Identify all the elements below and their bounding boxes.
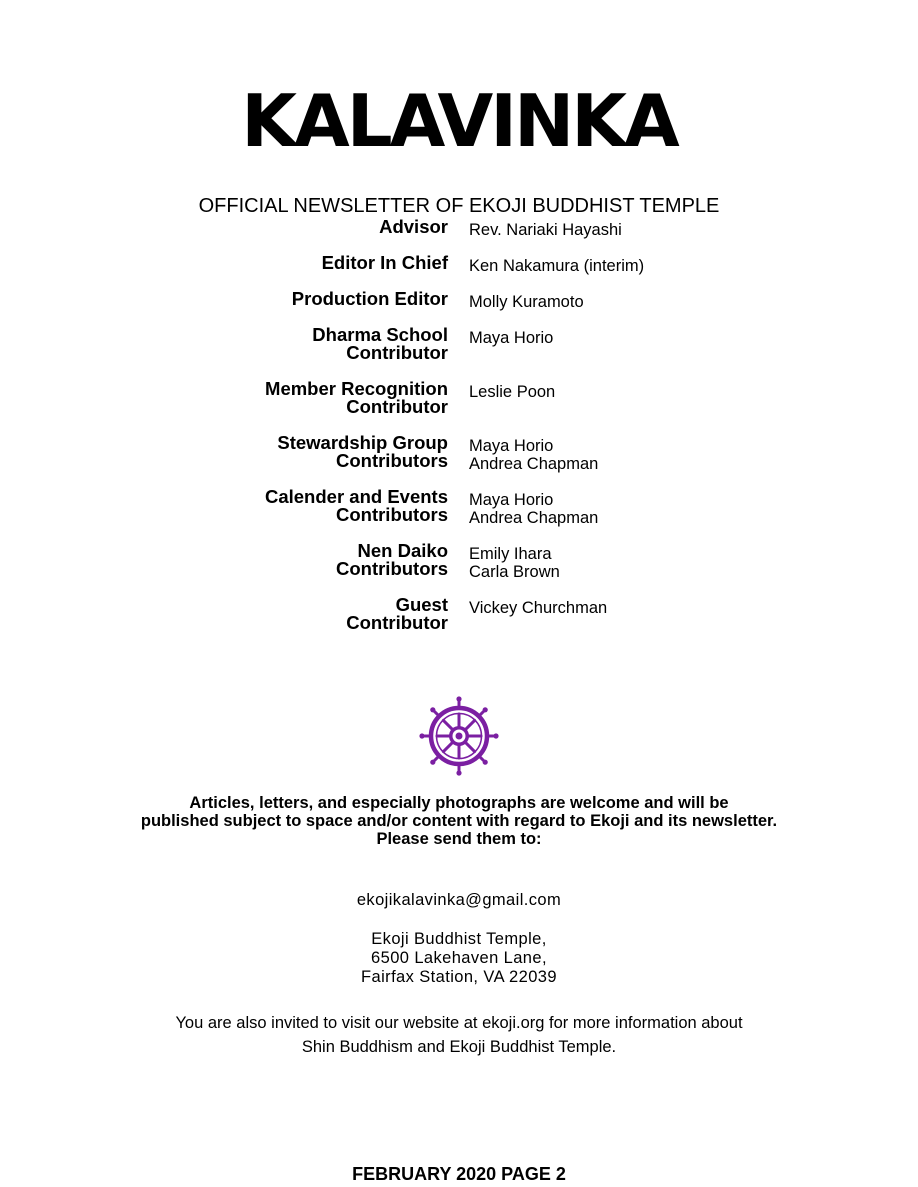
staff-role: Editor In Chief	[321, 252, 448, 273]
staff-row-calender-and-events	[0, 488, 918, 542]
staff-row-dharma-school	[0, 326, 918, 380]
staff-role: Dharma School Contributor	[312, 324, 448, 363]
dharma-wheel-icon	[419, 696, 499, 776]
website-note: You are also invited to visit our website at ekoji.org for more information about Shin Buddhism and Ekoji Buddhist Temple.	[175, 1014, 743, 1056]
staff-role: Calender and Events Contributors	[264, 486, 448, 525]
staff-names: Maya Horio Andrea Chapman	[469, 437, 599, 473]
staff-role: Stewardship Group Contributors	[277, 432, 448, 471]
staff-names: Vickey Churchman	[469, 599, 608, 617]
newsletter-subtitle: OFFICIAL NEWSLETTER OF EKOJI BUDDHIST TEMPLE	[198, 195, 720, 217]
staff-role: Nen Daiko Contributors	[335, 540, 448, 579]
staff-row-guest	[0, 596, 918, 650]
staff-row-editor-in-chief	[0, 254, 918, 290]
staff-names: Maya Horio Andrea Chapman	[469, 491, 599, 527]
contact-email[interactable]: ekojikalavinka@gmail.com	[356, 891, 562, 909]
staff-row-nen-daiko	[0, 542, 918, 596]
staff-names: Maya Horio	[469, 329, 554, 347]
submissions-note: Articles, letters, and especially photographs are welcome and will be published subject to space and/or content with regard to Ekoji and its newsletter. Please send them to:	[140, 794, 778, 848]
staff-role: Advisor	[379, 216, 448, 237]
staff-row-advisor	[0, 218, 918, 254]
staff-role: Guest Contributor	[346, 594, 448, 633]
mailing-address: Ekoji Buddhist Temple, 6500 Lakehaven Lane, Fairfax Station, VA 22039	[361, 930, 557, 986]
staff-list	[0, 218, 918, 650]
staff-names: Leslie Poon	[469, 383, 556, 401]
staff-role: Member Recognition Contributor	[265, 378, 448, 417]
staff-names: Rev. Nariaki Hayashi	[469, 221, 622, 239]
staff-role: Production Editor	[291, 288, 448, 309]
staff-names: Emily Ihara Carla Brown	[469, 545, 560, 581]
staff-names: Molly Kuramoto	[469, 293, 584, 311]
staff-names: Ken Nakamura (interim)	[469, 257, 645, 275]
page-footer: FEBRUARY 2020 PAGE 2	[352, 1164, 566, 1184]
masthead-title: KALAVINKA	[241, 79, 677, 163]
staff-row-stewardship-group	[0, 434, 918, 488]
staff-row-member-recognition	[0, 380, 918, 434]
staff-row-production-editor	[0, 290, 918, 326]
